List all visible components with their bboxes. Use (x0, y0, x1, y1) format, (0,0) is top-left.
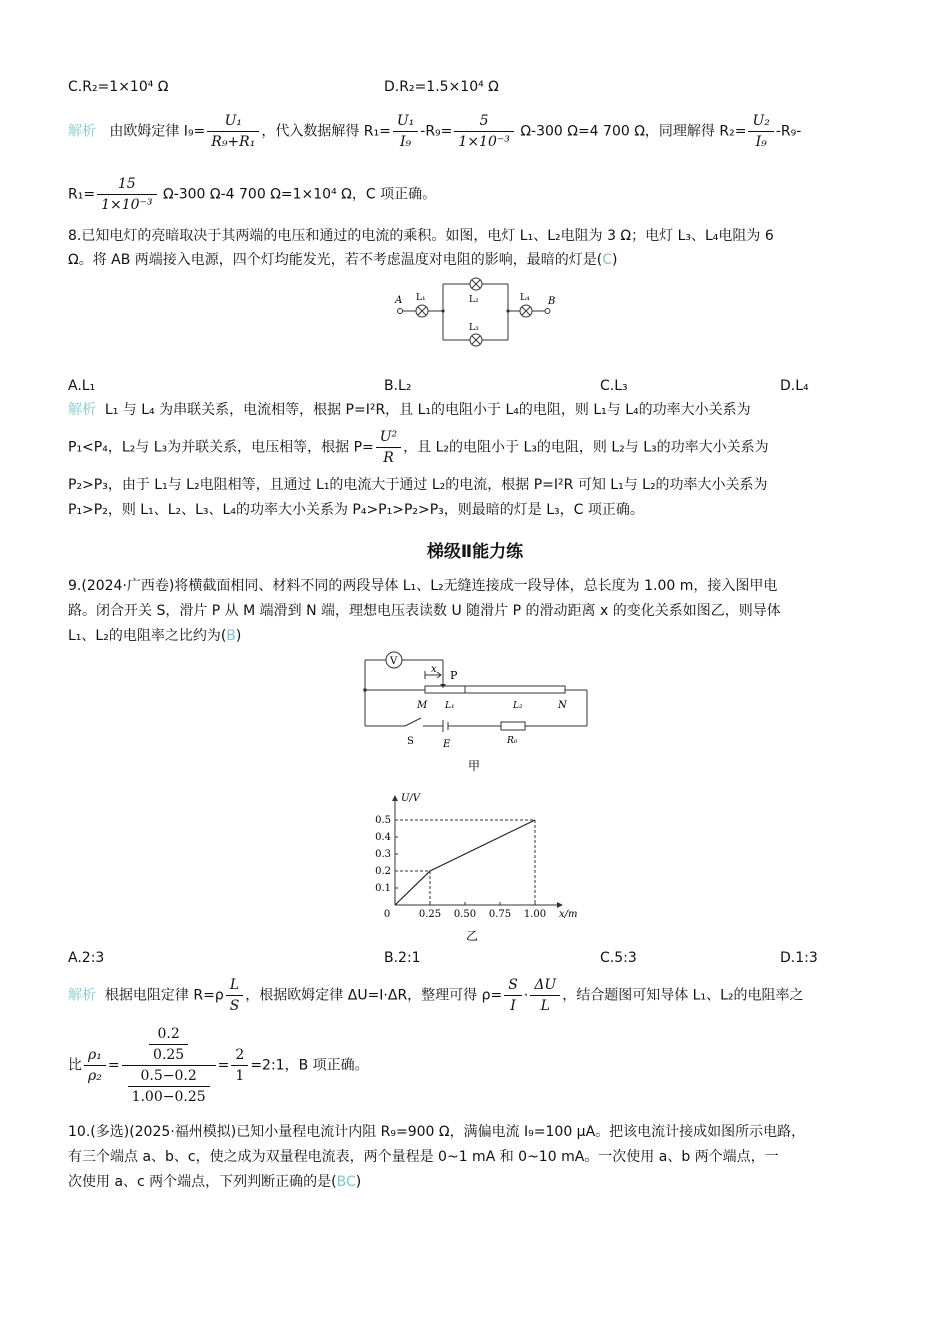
option-d: D.1:3 (780, 950, 818, 966)
section-title: 梯级Ⅱ能力练 (426, 542, 524, 562)
voltmeter-label: V (390, 656, 398, 667)
q9-circuit-diagram (355, 648, 595, 776)
hint-text: -R₉= (420, 123, 453, 140)
chart-title: 乙 (465, 929, 479, 943)
q9-hint-line1: 解析 根据电阻定律 R=ρ $\frac{L}{S}$ ，根据欧姆定律 ΔU=I·ΔR，整理可得 ρ= $\frac{S}{I}$ · $\frac{\Delta U}{L}$ ，结合题图可知导体 L₁、L₂的电阻率之 (68, 977, 804, 1014)
fraction: $\frac{\text{U₁}}{\text{R₉+R₁}}$ (207, 111, 259, 152)
option-d: D.R₂=1.5×10⁴ Ω (384, 79, 499, 95)
fraction: $\frac{5}{\text{1×10⁻³}}$ (454, 111, 513, 152)
q9-text-line1: 9.(2024·广西卷)将横截面相同、材料不同的两段导体 L₁、L₂无缝连接成一段导体，总长度为 1.00 m，接入图甲电 (68, 578, 778, 594)
conductor-l2-label: L₂ (513, 701, 523, 711)
hint-text: -R₉- (775, 123, 802, 140)
q8-hint-line1: 解析 L₁ 与 L₄ 为串联关系，电流相等，根据 P=I²R，且 L₁的电阻小于 L₄的电阻，则 L₁与 L₄的功率大小关系为 (68, 402, 751, 418)
q8-text-line2: Ω。将 AB 两端接入电源，四个灯均能发光，若不考虑温度对电阻的影响，最暗的灯是(C) (68, 252, 618, 268)
hint-text: R₁= (68, 186, 96, 203)
answer: BC (336, 1174, 356, 1190)
q8-hint-line3: P₂>P₃，由于 L₁与 L₂电阻相等，且通过 L₁的电流大于通过 L₂的电流，根据 P=I²R 可知 L₁与 L₂的功率大小关系为 (68, 477, 768, 493)
lamp-l1-label: L₁ (416, 293, 426, 303)
q8-hint-line4: P₁>P₂，则 L₁、L₂、L₃、L₄的功率大小关系为 P₄>P₁>P₂>P₃，则最暗的灯是 L₃，C 项正确。 (68, 502, 644, 518)
q8-circuit-diagram (390, 276, 565, 348)
u-x-chart (365, 793, 590, 943)
answer: C (602, 252, 613, 268)
y-tick-label: 0.1 (375, 883, 391, 894)
fraction: $\frac{\text{U₂}}{\text{I₉}}$ (748, 111, 773, 152)
x-tick-label: 0.50 (453, 909, 477, 920)
switch-s-label: S (407, 736, 414, 747)
terminal-a-label: A (395, 295, 403, 306)
hint-text: Ω-300 Ω-4 700 Ω=1×10⁴ Ω，C 项正确。 (158, 186, 437, 203)
y-axis-arrow (392, 795, 398, 801)
y-axis-label: U/V (401, 793, 421, 804)
q8-text-line1: 8.已知电灯的亮暗取决于其两端的电压和通过的电流的乘积。如图，电灯 L₁、L₂电阻为 3 Ω；电灯 L₃、L₄电阻为 6 (68, 228, 774, 244)
q10-text-line1: 10.(多选)(2025·福州模拟)已知小量程电流计内阻 R₉=900 Ω，满偏电流 I₉=100 μA。把该电流计接成如图所示电路， (68, 1124, 806, 1140)
q9-text-line2: 路。闭合开关 S，滑片 P 从 M 端滑到 N 端，理想电压表读数 U 随滑片 P 的滑动距离 x 的变化关系如图乙，则导体 (68, 603, 781, 619)
lamp-l2-label: L₂ (469, 295, 479, 305)
fraction: $\frac{2}{1}$ (231, 1045, 248, 1086)
option-c: C.L₃ (600, 378, 628, 394)
q10-text-line2: 有三个端点 a、b、c，使之成为双量程电流表，两个量程是 0~1 mA 和 0~10 mA。一次使用 a、b 两个端点，一 (68, 1149, 779, 1165)
conductor-l1-label: L₁ (445, 701, 455, 711)
q7-hint-line1 (68, 111, 801, 152)
q9-hint-line2: 比 $\frac{\text{ρ₁}}{\text{ρ₂}}$ = $\frac{\frac{0.2}{0.25}}{\frac{0.5-0.2}{1.00-0.25}}$ = $\frac{2}{1}$ =2:1，B 项正确。 (68, 1026, 369, 1105)
lamp-l3-label: L₃ (469, 323, 479, 333)
hint-text: ，代入数据解得 R₁= (261, 123, 391, 140)
option-b: B.2:1 (384, 950, 421, 966)
x-tick-label: 0.25 (418, 909, 442, 920)
x-tick-label: 1.00 (523, 909, 547, 920)
x-tick-label: 0 (383, 909, 391, 920)
q8-hint-line2: P₁<P₄，L₂与 L₃为并联关系，电压相等，根据 P= $\frac{\text{U²}}{R}$ ，且 L₂的电阻小于 L₃的电阻，则 L₂与 L₃的功率大小关系为 (68, 429, 769, 466)
figure-caption-jia: 甲 (468, 759, 481, 773)
x-axis-label: x/m (559, 909, 578, 920)
y-tick-label: 0.3 (375, 849, 391, 860)
q10-text-line3: 次使用 a、c 两个端点，下列判断正确的是(BC) (68, 1174, 362, 1190)
fraction: $\frac{\text{ρ₁}}{\text{ρ₂}}$ (84, 1045, 106, 1086)
terminal-b-label: B (548, 296, 556, 307)
hint-label: 解析 (68, 402, 96, 418)
answer: B (226, 628, 236, 644)
fraction: $\frac{\Delta U}{L}$ (530, 975, 560, 1016)
resistor-r0-label: R₀ (507, 736, 518, 746)
option-c: C.5:3 (600, 950, 637, 966)
fraction: $\frac{\text{U₁}}{\text{I₉}}$ (393, 111, 418, 152)
hint-label: 解析 (68, 987, 96, 1004)
source-e-label: E (443, 739, 451, 750)
distance-x-label: x (431, 664, 437, 675)
y-tick-label: 0.5 (375, 815, 391, 826)
slider-p-label: P (450, 669, 458, 682)
end-m-label: M (417, 700, 428, 711)
hint-text: 由欧姆定律 I₉= (109, 123, 206, 140)
y-tick-label: 0.2 (375, 866, 391, 877)
lamp-l4-label: L₄ (520, 293, 530, 303)
data-series-line (395, 820, 535, 905)
y-tick-label: 0.4 (375, 832, 391, 843)
fraction: $\frac{L}{S}$ (226, 975, 244, 1016)
hint-label: 解析 (68, 123, 96, 140)
option-b: B.L₂ (384, 378, 412, 394)
q9-text-line3: L₁、L₂的电阻率之比约为(B) (68, 628, 242, 644)
fraction: $\frac{\text{U²}}{R}$ (376, 427, 401, 468)
option-d: D.L₄ (780, 378, 809, 394)
x-axis-arrow (557, 902, 563, 908)
fraction: $\frac{S}{I}$ (504, 975, 522, 1016)
x-tick-label: 0.75 (488, 909, 512, 920)
option-a: A.L₁ (68, 378, 96, 394)
q7-hint-line2 (68, 174, 436, 215)
end-n-label: N (558, 700, 567, 711)
hint-text: Ω-300 Ω=4 700 Ω，同理解得 R₂= (515, 123, 747, 140)
compound-fraction: $\frac{\frac{0.2}{0.25}}{\frac{0.5-0.2}{1.00-0.25}}$ (122, 1024, 216, 1107)
option-c: C.R₂=1×10⁴ Ω (68, 79, 169, 95)
option-a: A.2:3 (68, 950, 105, 966)
fraction: $\frac{15}{\text{1×10⁻³}}$ (97, 174, 156, 215)
